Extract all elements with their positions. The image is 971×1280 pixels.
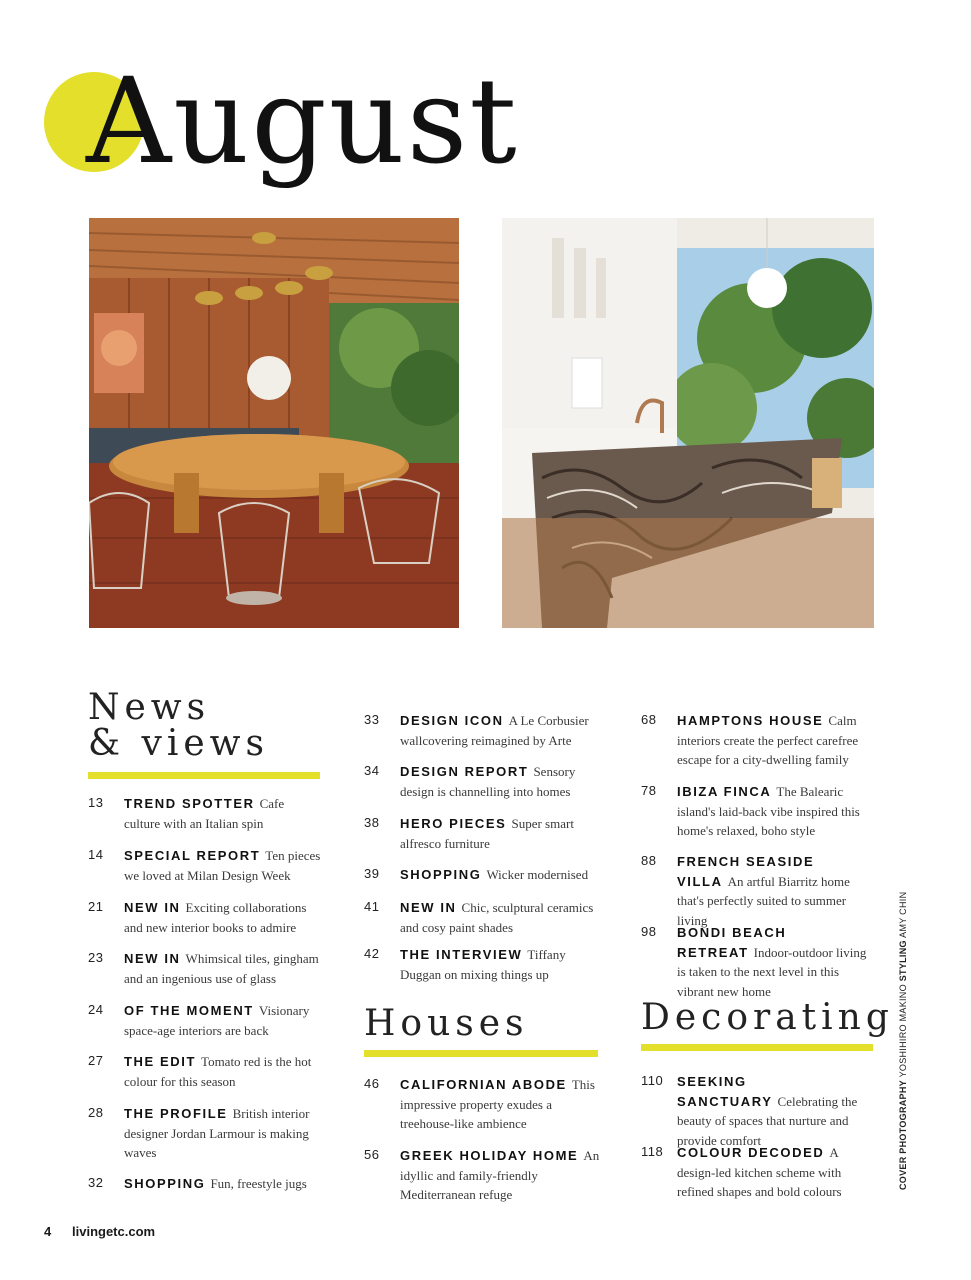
page-number: 110 [641, 1073, 664, 1088]
entry-kicker: NEW IN [124, 951, 181, 966]
entry-kicker: COLOUR DECODED [677, 1145, 825, 1160]
entry-description: This impressive property exudes a treehouse-like ambience [400, 1077, 595, 1131]
entry-description: Sensory design is channelling into homes [400, 764, 576, 799]
page-number: 38 [364, 815, 380, 830]
entry-kicker: GREEK HOLIDAY HOME [400, 1148, 579, 1163]
toc-entry[interactable] [88, 846, 322, 885]
toc-entry[interactable] [88, 1001, 322, 1040]
page-number: 88 [641, 853, 657, 868]
entry-description: Calm interiors create the perfect carefree escape for a city-dwelling family [677, 713, 859, 767]
toc-entry[interactable] [364, 1146, 600, 1205]
houses-heading: Houses [364, 1003, 529, 1044]
page-number: 23 [88, 950, 104, 965]
page-number: 39 [364, 866, 380, 881]
houses-section [364, 1003, 598, 1057]
page-number: 46 [364, 1076, 380, 1091]
dining-room-photo [89, 218, 459, 628]
page-number: 32 [88, 1175, 104, 1190]
toc-entry[interactable] [641, 923, 875, 1001]
credit-photo-label: COVER PHOTOGRAPHY [898, 1080, 908, 1190]
toc-entry[interactable] [88, 1104, 322, 1163]
page-number: 118 [641, 1144, 664, 1159]
entry-kicker: FRENCH SEASIDE VILLA [677, 854, 815, 889]
entry-kicker: DESIGN REPORT [400, 764, 529, 779]
entry-kicker: DESIGN ICON [400, 713, 504, 728]
entry-kicker: SPECIAL REPORT [124, 848, 261, 863]
toc-entry[interactable] [88, 794, 322, 833]
page-number: 68 [641, 712, 657, 727]
entry-description: Cafe culture with an Italian spin [124, 796, 285, 831]
entry-description: Chic, sculptural ceramics and cosy paint shades [400, 900, 594, 935]
entry-description: Exciting collaborations and new interior books to admire [124, 900, 307, 935]
page-number: 27 [88, 1053, 104, 1068]
entry-kicker: OF THE MOMENT [124, 1003, 254, 1018]
entry-description: British interior designer Jordan Larmour is making waves [124, 1106, 310, 1160]
page-number: 28 [88, 1105, 104, 1120]
toc-entry[interactable] [641, 1072, 875, 1150]
entry-description: Tomato red is the hot colour for this season [124, 1054, 312, 1089]
photo-credit [898, 892, 908, 1190]
decorating-heading: Decorating [641, 997, 894, 1038]
toc-entry[interactable] [88, 1052, 322, 1091]
toc-entry[interactable] [641, 711, 875, 770]
toc-entry[interactable] [364, 898, 600, 937]
entry-description: Fun, freestyle jugs [210, 1176, 307, 1191]
toc-entry[interactable] [88, 1174, 322, 1194]
entry-description: Wicker modernised [486, 867, 589, 882]
toc-entry[interactable] [364, 711, 600, 750]
credit-photographer: YOSHIHIRO MAKINO [898, 984, 908, 1078]
entry-description: Ten pieces we loved at Milan Design Week [124, 848, 321, 883]
news-views-heading-line1: News [88, 687, 211, 728]
news-views-heading-line2: & views [88, 723, 269, 764]
entry-kicker: IBIZA FINCA [677, 784, 772, 799]
toc-entry[interactable] [364, 814, 600, 853]
entry-kicker: THE INTERVIEW [400, 947, 523, 962]
entry-kicker: BONDI BEACH RETREAT [677, 925, 787, 960]
entry-kicker: HAMPTONS HOUSE [677, 713, 824, 728]
entry-description: The Balearic island's laid-back vibe inspired this home's relaxed, boho style [677, 784, 860, 838]
toc-entry[interactable] [364, 865, 600, 885]
entry-kicker: TREND SPOTTER [124, 796, 255, 811]
page-number: 33 [364, 712, 380, 727]
credit-stylist: AMY CHIN [898, 891, 908, 938]
page-number: 42 [364, 946, 380, 961]
issue-month-title: August [86, 52, 519, 190]
toc-entry[interactable] [641, 852, 875, 930]
news-views-divider [88, 772, 320, 779]
toc-entry[interactable] [364, 1075, 600, 1134]
entry-description: Indoor-outdoor living is taken to the next level in this vibrant new home [677, 944, 867, 999]
entry-kicker: CALIFORNIAN ABODE [400, 1077, 567, 1092]
page-number: 13 [88, 795, 104, 810]
credit-styling-label: STYLING [898, 940, 908, 982]
page-number: 34 [364, 763, 380, 778]
houses-divider [364, 1050, 598, 1057]
page-number: 98 [641, 924, 657, 939]
footer-page-number: 4 [44, 1224, 52, 1239]
page-number: 78 [641, 783, 657, 798]
entry-kicker: HERO PIECES [400, 816, 507, 831]
entry-description: Visionary space-age interiors are back [124, 1003, 310, 1038]
entry-description: A Le Corbusier wallcovering reimagined by Arte [400, 713, 589, 748]
entry-description: Tiffany Duggan on mixing things up [400, 947, 566, 982]
entry-kicker: SHOPPING [124, 1176, 206, 1191]
kitchen-photo [502, 218, 874, 628]
entry-kicker: NEW IN [124, 900, 181, 915]
footer-website-link[interactable]: livingetc.com [72, 1224, 156, 1239]
entry-description: An idyllic and family-friendly Mediterranean refuge [400, 1148, 600, 1202]
page-number: 41 [364, 899, 380, 914]
toc-entry[interactable] [364, 945, 600, 984]
toc-entry[interactable] [641, 1143, 875, 1202]
entry-description: Celebrating the beauty of spaces that nurture and provide comfort [677, 1093, 858, 1148]
entry-description: An artful Biarritz home that's perfectly suited to summer living [677, 873, 850, 928]
entry-description: Whimsical tiles, gingham and an ingenious use of glass [124, 951, 319, 986]
toc-entry[interactable] [364, 762, 600, 801]
entry-kicker: NEW IN [400, 900, 457, 915]
page-number: 14 [88, 847, 104, 862]
news-views-section [88, 687, 320, 779]
page-number: 24 [88, 1002, 104, 1017]
entry-description: Super smart alfresco furniture [400, 816, 574, 851]
page-number: 56 [364, 1147, 380, 1162]
entry-description: A design-led kitchen scheme with refined shapes and bold colours [677, 1145, 842, 1199]
entry-kicker: SEEKING SANCTUARY [677, 1074, 773, 1109]
toc-entry[interactable] [88, 949, 322, 988]
entry-kicker: THE PROFILE [124, 1106, 228, 1121]
decorating-divider [641, 1044, 873, 1051]
page-number: 21 [88, 899, 104, 914]
entry-kicker: THE EDIT [124, 1054, 197, 1069]
toc-entry[interactable] [88, 898, 322, 937]
toc-entry[interactable] [641, 782, 875, 841]
entry-kicker: SHOPPING [400, 867, 482, 882]
decorating-section [641, 997, 894, 1051]
